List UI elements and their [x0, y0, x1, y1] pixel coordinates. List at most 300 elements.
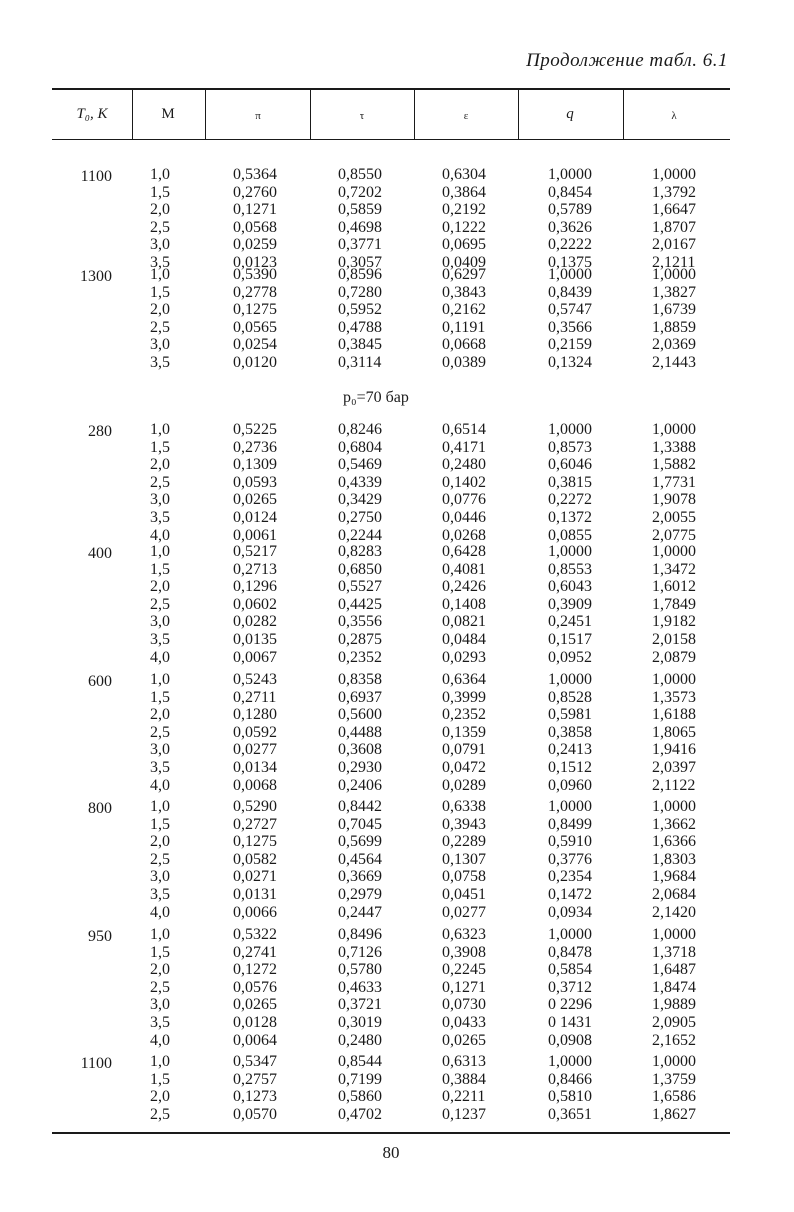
cell-m: 3,5	[150, 758, 170, 776]
cell-q: 0,1372	[548, 508, 592, 526]
cell-pi: 0,0265	[233, 996, 277, 1014]
cell-q: 0,2413	[548, 741, 592, 759]
cell-pi: 0,0565	[233, 318, 277, 336]
temperature-label: 400	[88, 545, 112, 562]
page-number	[0, 1143, 794, 1163]
column-q	[548, 671, 592, 794]
cell-lambda: 1,8707	[652, 218, 696, 236]
cell-pi: 0,5390	[233, 266, 277, 283]
cell-tau: 0,4339	[338, 473, 382, 491]
cell-q: 1,0000	[548, 798, 592, 815]
cell-pi: 0,0582	[233, 850, 277, 868]
cell-lambda: 2,0055	[652, 508, 696, 526]
cell-lambda: 2,0369	[652, 336, 696, 354]
page-number-text: 80	[382, 1143, 400, 1162]
cell-epsilon: 0,0277	[442, 903, 486, 921]
cell-epsilon: 0,1222	[442, 218, 486, 236]
cell-pi: 0,0576	[233, 978, 277, 996]
cell-q: 0,1517	[548, 630, 592, 648]
cell-epsilon: 0,1408	[442, 595, 486, 613]
cell-m: 3,5	[150, 1013, 170, 1031]
cell-lambda: 2,0167	[652, 236, 696, 254]
header-tau: τ	[359, 110, 365, 122]
cell-pi: 0,2713	[233, 560, 277, 578]
section-label-text: p₀=70 бар	[343, 389, 409, 406]
column-pi	[233, 671, 277, 794]
cell-lambda: 1,6647	[652, 201, 696, 219]
cell-epsilon: 0,2480	[442, 456, 486, 474]
cell-tau: 0,5527	[338, 578, 382, 596]
cell-q: 0,3909	[548, 595, 592, 613]
cell-epsilon: 0,3999	[442, 688, 486, 706]
cell-lambda: 1,0000	[652, 421, 696, 438]
cell-pi: 0,0128	[233, 1013, 277, 1031]
cell-tau: 0,8550	[338, 166, 382, 183]
cell-lambda: 1,0000	[652, 671, 696, 688]
cell-m: 3,5	[150, 353, 170, 371]
cell-tau: 0,4425	[338, 595, 382, 613]
cell-epsilon: 0,1307	[442, 850, 486, 868]
cell-tau: 0,8496	[338, 926, 382, 943]
column-tau	[338, 166, 382, 272]
cell-pi: 0,2736	[233, 438, 277, 456]
cell-m: 4,0	[150, 648, 170, 666]
cell-m: 2,0	[150, 201, 170, 219]
cell-lambda: 1,3573	[652, 688, 696, 706]
cell-m: 4,0	[150, 776, 170, 794]
cell-tau: 0,4564	[338, 850, 382, 868]
cell-q: 0,8499	[548, 815, 592, 833]
cell-tau: 0,3057	[338, 253, 382, 271]
cell-q: 0,0934	[548, 903, 592, 921]
header-epsilon: ε	[463, 110, 469, 122]
column-m	[150, 166, 170, 272]
cell-pi: 0,1275	[233, 833, 277, 851]
cell-q: 0,8466	[548, 1070, 592, 1088]
cell-q: 1,0000	[548, 671, 592, 688]
cell-pi: 0,5225	[233, 421, 277, 438]
cell-epsilon: 0,2162	[442, 301, 486, 319]
cell-q: 1,0000	[548, 166, 592, 183]
cell-m: 1,0	[150, 543, 170, 560]
column-m	[150, 543, 170, 666]
cell-lambda: 2,1122	[652, 776, 696, 794]
column-epsilon	[442, 1053, 486, 1123]
cell-pi: 0,0592	[233, 723, 277, 741]
cell-q: 0,3712	[548, 978, 592, 996]
cell-m: 3,5	[150, 630, 170, 648]
cell-q: 0,3776	[548, 850, 592, 868]
temperature-label: 280	[88, 423, 112, 440]
cell-lambda: 1,9684	[652, 868, 696, 886]
cell-pi: 0,1296	[233, 578, 277, 596]
cell-lambda: 1,3472	[652, 560, 696, 578]
column-pi	[233, 926, 277, 1049]
temperature-label: 600	[88, 673, 112, 690]
cell-q: 0,8454	[548, 183, 592, 201]
cell-m: 3,0	[150, 336, 170, 354]
cell-epsilon: 0,6514	[442, 421, 486, 438]
cell-pi: 0,0068	[233, 776, 277, 794]
cell-q: 0,3815	[548, 473, 592, 491]
cell-lambda: 1,3827	[652, 283, 696, 301]
cell-m: 2,5	[150, 978, 170, 996]
cell-lambda: 1,7731	[652, 473, 696, 491]
cell-tau: 0,6850	[338, 560, 382, 578]
cell-lambda: 1,0000	[652, 166, 696, 183]
cell-pi: 0,1272	[233, 961, 277, 979]
cell-tau: 0,2875	[338, 630, 382, 648]
continuation-title: Продолжение табл. 6.1	[526, 50, 728, 71]
cell-pi: 0,0123	[233, 253, 277, 271]
cell-epsilon: 0,3884	[442, 1070, 486, 1088]
cell-epsilon: 0,6338	[442, 798, 486, 815]
cell-q: 0,5910	[548, 833, 592, 851]
column-epsilon	[442, 543, 486, 666]
cell-epsilon: 0,0472	[442, 758, 486, 776]
cell-epsilon: 0,1271	[442, 978, 486, 996]
column-divider	[310, 89, 311, 140]
cell-epsilon: 0,0433	[442, 1013, 486, 1031]
column-epsilon	[442, 798, 486, 921]
cell-lambda: 2,0397	[652, 758, 696, 776]
cell-lambda: 2,0684	[652, 885, 696, 903]
cell-epsilon: 0,2245	[442, 961, 486, 979]
cell-tau: 0,4702	[338, 1105, 382, 1123]
cell-epsilon: 0,2352	[442, 706, 486, 724]
column-m	[150, 421, 170, 544]
cell-tau: 0,8596	[338, 266, 382, 283]
cell-epsilon: 0,1191	[442, 318, 486, 336]
cell-m: 2,0	[150, 706, 170, 724]
cell-m: 1,5	[150, 1070, 170, 1088]
cell-m: 1,0	[150, 926, 170, 943]
cell-tau: 0,6937	[338, 688, 382, 706]
cell-m: 1,0	[150, 798, 170, 815]
cell-tau: 0,5699	[338, 833, 382, 851]
cell-epsilon: 0,1402	[442, 473, 486, 491]
column-pi	[233, 798, 277, 921]
cell-epsilon: 0,3908	[442, 943, 486, 961]
column-q	[548, 1053, 592, 1123]
cell-q: 0,5981	[548, 706, 592, 724]
column-m	[150, 798, 170, 921]
cell-m: 1,5	[150, 283, 170, 301]
cell-q: 0,3566	[548, 318, 592, 336]
cell-q: 0,8553	[548, 560, 592, 578]
cell-q: 0,0855	[548, 526, 592, 544]
cell-tau: 0,7045	[338, 815, 382, 833]
cell-tau: 0,7280	[338, 283, 382, 301]
header-t0: T₀, K	[76, 106, 108, 122]
cell-pi: 0,2741	[233, 943, 277, 961]
cell-pi: 0,2778	[233, 283, 277, 301]
cell-m: 2,5	[150, 318, 170, 336]
cell-q: 0,5854	[548, 961, 592, 979]
cell-tau: 0,4698	[338, 218, 382, 236]
cell-lambda: 1,6012	[652, 578, 696, 596]
cell-q: 0,1512	[548, 758, 592, 776]
cell-tau: 0,7199	[338, 1070, 382, 1088]
cell-tau: 0,2480	[338, 1031, 382, 1049]
cell-lambda: 1,9889	[652, 996, 696, 1014]
column-q	[548, 166, 592, 272]
column-q	[548, 798, 592, 921]
cell-tau: 0,3114	[338, 353, 382, 371]
cell-q: 0,6046	[548, 456, 592, 474]
cell-tau: 0,5859	[338, 201, 382, 219]
cell-lambda: 2,0775	[652, 526, 696, 544]
cell-lambda: 1,3759	[652, 1070, 696, 1088]
cell-tau: 0,4788	[338, 318, 382, 336]
cell-m: 2,5	[150, 473, 170, 491]
cell-epsilon: 0,0821	[442, 613, 486, 631]
cell-m: 1,0	[150, 421, 170, 438]
column-tau	[338, 798, 382, 921]
column-epsilon	[442, 166, 486, 272]
cell-m: 1,5	[150, 815, 170, 833]
column-lambda	[652, 926, 696, 1049]
cell-tau: 0,3608	[338, 741, 382, 759]
cell-pi: 0,1309	[233, 456, 277, 474]
cell-q: 0,0960	[548, 776, 592, 794]
cell-m: 3,0	[150, 236, 170, 254]
top-rule	[52, 88, 730, 90]
cell-q: 0 1431	[548, 1013, 592, 1031]
temperature-label: 1100	[80, 1055, 112, 1072]
cell-pi: 0,0277	[233, 741, 277, 759]
cell-epsilon: 0,0289	[442, 776, 486, 794]
cell-q: 0,2451	[548, 613, 592, 631]
column-lambda	[652, 798, 696, 921]
cell-lambda: 2,0158	[652, 630, 696, 648]
cell-q: 0,3651	[548, 1105, 592, 1123]
cell-q: 0,5810	[548, 1088, 592, 1106]
cell-epsilon: 0,3864	[442, 183, 486, 201]
cell-q: 0,0952	[548, 648, 592, 666]
cell-pi: 0,0064	[233, 1031, 277, 1049]
cell-m: 3,5	[150, 885, 170, 903]
cell-m: 3,0	[150, 741, 170, 759]
cell-m: 4,0	[150, 1031, 170, 1049]
column-pi	[233, 266, 277, 372]
cell-m: 2,0	[150, 833, 170, 851]
column-m	[150, 926, 170, 1049]
cell-m: 2,0	[150, 1088, 170, 1106]
cell-tau: 0,8283	[338, 543, 382, 560]
cell-epsilon: 0,6304	[442, 166, 486, 183]
cell-pi: 0,0135	[233, 630, 277, 648]
cell-pi: 0,5322	[233, 926, 277, 943]
cell-tau: 0,2352	[338, 648, 382, 666]
cell-q: 0,3626	[548, 218, 592, 236]
cell-epsilon: 0,4081	[442, 560, 486, 578]
cell-epsilon: 0,4171	[442, 438, 486, 456]
cell-tau: 0,5860	[338, 1088, 382, 1106]
column-tau	[338, 1053, 382, 1123]
column-lambda	[652, 166, 696, 272]
cell-lambda: 2,0905	[652, 1013, 696, 1031]
cell-q: 1,0000	[548, 926, 592, 943]
cell-lambda: 1,8859	[652, 318, 696, 336]
cell-pi: 0,0271	[233, 868, 277, 886]
cell-lambda: 1,8065	[652, 723, 696, 741]
cell-tau: 0,5952	[338, 301, 382, 319]
cell-lambda: 1,0000	[652, 926, 696, 943]
cell-m: 1,5	[150, 943, 170, 961]
cell-pi: 0,5364	[233, 166, 277, 183]
column-lambda	[652, 1053, 696, 1123]
column-epsilon	[442, 421, 486, 544]
cell-m: 4,0	[150, 526, 170, 544]
column-q	[548, 543, 592, 666]
cell-q: 0,8439	[548, 283, 592, 301]
column-lambda	[652, 421, 696, 544]
cell-epsilon: 0,0265	[442, 1031, 486, 1049]
cell-m: 1,0	[150, 266, 170, 283]
cell-pi: 0,0282	[233, 613, 277, 631]
temperature-label: 1300	[80, 268, 112, 285]
cell-epsilon: 0,1237	[442, 1105, 486, 1123]
cell-pi: 0,5217	[233, 543, 277, 560]
header-q: q	[566, 106, 574, 122]
cell-tau: 0,5469	[338, 456, 382, 474]
cell-q: 0,1324	[548, 353, 592, 371]
cell-epsilon: 0,0446	[442, 508, 486, 526]
cell-m: 2,0	[150, 961, 170, 979]
column-lambda	[652, 266, 696, 372]
cell-pi: 0,0570	[233, 1105, 277, 1123]
column-lambda	[652, 543, 696, 666]
cell-q: 0,8573	[548, 438, 592, 456]
cell-q: 1,0000	[548, 421, 592, 438]
column-m	[150, 266, 170, 372]
column-divider	[518, 89, 519, 140]
cell-tau: 0,2930	[338, 758, 382, 776]
cell-lambda: 1,6188	[652, 706, 696, 724]
cell-epsilon: 0,0730	[442, 996, 486, 1014]
cell-lambda: 1,7849	[652, 595, 696, 613]
cell-pi: 0,0066	[233, 903, 277, 921]
cell-pi: 0,2711	[233, 688, 277, 706]
cell-lambda: 1,0000	[652, 266, 696, 283]
cell-lambda: 1,6366	[652, 833, 696, 851]
column-epsilon	[442, 266, 486, 372]
cell-pi: 0,0254	[233, 336, 277, 354]
cell-pi: 0,5347	[233, 1053, 277, 1070]
cell-m: 1,5	[150, 560, 170, 578]
cell-tau: 0,5600	[338, 706, 382, 724]
cell-epsilon: 0,2426	[442, 578, 486, 596]
cell-tau: 0,8544	[338, 1053, 382, 1070]
cell-m: 3,5	[150, 508, 170, 526]
cell-tau: 0,2244	[338, 526, 382, 544]
cell-lambda: 1,6487	[652, 961, 696, 979]
bottom-rule	[52, 1132, 730, 1134]
cell-epsilon: 0,2211	[442, 1088, 486, 1106]
cell-m: 2,5	[150, 1105, 170, 1123]
column-tau	[338, 926, 382, 1049]
cell-lambda: 2,1211	[652, 253, 696, 271]
column-tau	[338, 671, 382, 794]
cell-tau: 0,6804	[338, 438, 382, 456]
temperature-label: 1100	[80, 168, 112, 185]
cell-tau: 0,2447	[338, 903, 382, 921]
cell-epsilon: 0,6323	[442, 926, 486, 943]
cell-tau: 0,4488	[338, 723, 382, 741]
cell-pi: 0,1275	[233, 301, 277, 319]
cell-epsilon: 0,6428	[442, 543, 486, 560]
cell-lambda: 1,9182	[652, 613, 696, 631]
cell-tau: 0,3845	[338, 336, 382, 354]
cell-m: 2,5	[150, 218, 170, 236]
cell-lambda: 1,5882	[652, 456, 696, 474]
cell-tau: 0,2750	[338, 508, 382, 526]
cell-q: 0,0908	[548, 1031, 592, 1049]
cell-epsilon: 0,2192	[442, 201, 486, 219]
cell-epsilon: 0,0389	[442, 353, 486, 371]
cell-epsilon: 0,3843	[442, 283, 486, 301]
cell-q: 1,0000	[548, 266, 592, 283]
column-lambda	[652, 671, 696, 794]
cell-pi: 0,0265	[233, 491, 277, 509]
cell-epsilon: 0,0293	[442, 648, 486, 666]
cell-tau: 0,8442	[338, 798, 382, 815]
column-tau	[338, 543, 382, 666]
cell-lambda: 2,1420	[652, 903, 696, 921]
header-rule	[52, 139, 730, 140]
cell-tau: 0,7126	[338, 943, 382, 961]
cell-m: 4,0	[150, 903, 170, 921]
cell-pi: 0,0124	[233, 508, 277, 526]
cell-tau: 0,7202	[338, 183, 382, 201]
cell-q: 0,8478	[548, 943, 592, 961]
cell-lambda: 1,8474	[652, 978, 696, 996]
cell-q: 0,8528	[548, 688, 592, 706]
cell-lambda: 1,0000	[652, 543, 696, 560]
cell-q: 0,6043	[548, 578, 592, 596]
cell-pi: 0,0259	[233, 236, 277, 254]
cell-tau: 0,2979	[338, 885, 382, 903]
cell-tau: 0,3019	[338, 1013, 382, 1031]
cell-lambda: 1,8627	[652, 1105, 696, 1123]
column-q	[548, 926, 592, 1049]
cell-pi: 0,1280	[233, 706, 277, 724]
cell-epsilon: 0,0268	[442, 526, 486, 544]
cell-pi: 0,2760	[233, 183, 277, 201]
cell-m: 1,5	[150, 438, 170, 456]
cell-lambda: 1,6586	[652, 1088, 696, 1106]
column-pi	[233, 1053, 277, 1123]
cell-m: 1,0	[150, 671, 170, 688]
cell-pi: 0,1271	[233, 201, 277, 219]
cell-lambda: 1,3662	[652, 815, 696, 833]
cell-m: 2,5	[150, 723, 170, 741]
cell-epsilon: 0,3943	[442, 815, 486, 833]
cell-tau: 0,3721	[338, 996, 382, 1014]
cell-q: 0,3858	[548, 723, 592, 741]
cell-tau: 0,5780	[338, 961, 382, 979]
cell-pi: 0,0131	[233, 885, 277, 903]
cell-tau: 0,3429	[338, 491, 382, 509]
cell-epsilon: 0,2289	[442, 833, 486, 851]
cell-q: 1,0000	[548, 543, 592, 560]
column-tau	[338, 421, 382, 544]
cell-epsilon: 0,0791	[442, 741, 486, 759]
cell-tau: 0,8246	[338, 421, 382, 438]
cell-m: 2,5	[150, 595, 170, 613]
cell-pi: 0,0134	[233, 758, 277, 776]
